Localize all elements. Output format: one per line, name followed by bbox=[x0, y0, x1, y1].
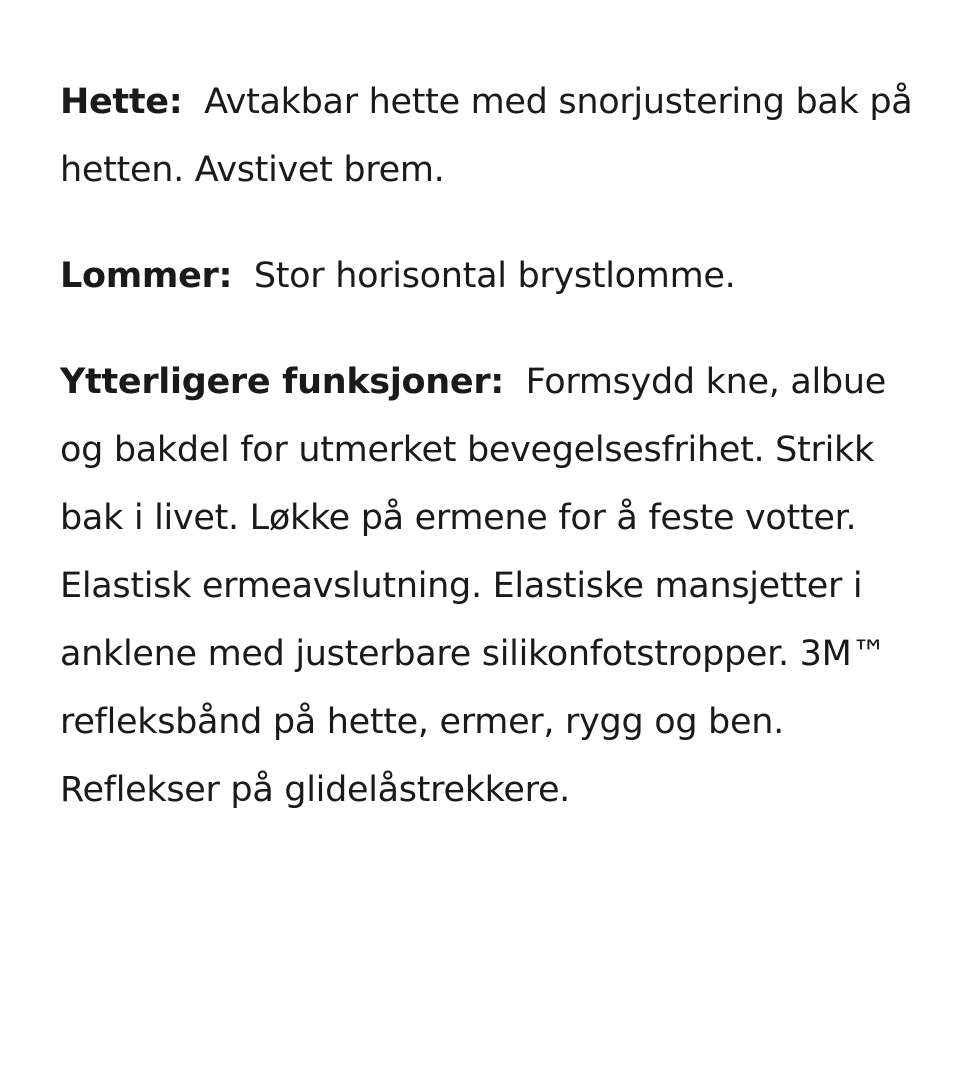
feature-text-pockets: Stor horisontal brystlomme. bbox=[253, 256, 736, 296]
feature-pockets bbox=[60, 242, 920, 310]
feature-text-additional: Formsydd kne, albue og bakdel for utmerket bevegelsesfrihet. Strikk bak i livet. Løkke på ermene for å feste votter. Elastisk ermeavslutning. Elastiske mansjetter i anklene med justerbare silikonfotstropper. 3M™ refleksbånd på hette, ermer, rygg og ben. Reflekser på glidelåstrekkere. bbox=[60, 362, 887, 810]
feature-label-hood: Hette: bbox=[60, 82, 183, 122]
feature-label-pockets: Lommer: bbox=[60, 256, 233, 296]
feature-hood bbox=[60, 68, 920, 204]
feature-text-hood: Avtakbar hette med snorjustering bak på hetten. Avstivet brem. bbox=[60, 82, 913, 190]
feature-additional bbox=[60, 348, 920, 824]
product-feature-list bbox=[60, 68, 920, 824]
feature-label-additional: Ytterligere funksjoner: bbox=[60, 362, 504, 402]
